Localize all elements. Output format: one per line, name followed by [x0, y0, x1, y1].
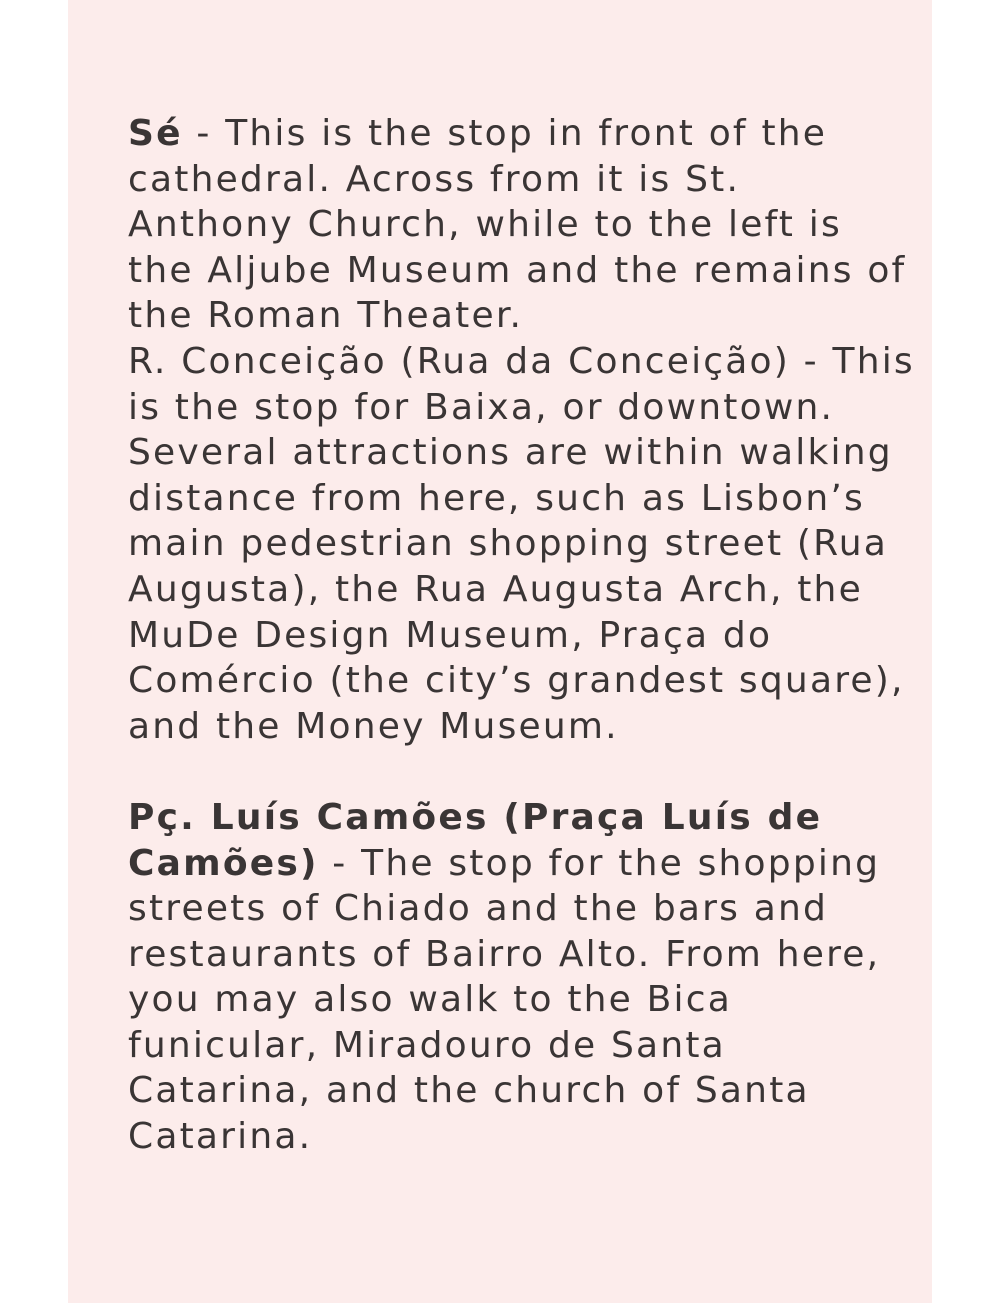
stop-title: Sé — [128, 113, 183, 154]
stops-text — [128, 111, 918, 1160]
stop-description: - This is the stop for Baixa, or downtown. Several attractions are within walking distance from here, such as Lisbon’s main pedestrian shopping street (Rua Augusta), the Rua Augusta Arch, the MuDe Design Museum, Praça do Comércio (the city’s grandest square), and the Money Museum. — [128, 340, 915, 747]
stop-title: R. Conceição (Rua da Conceição) — [128, 340, 791, 382]
stop-title: Pç. Luís Camões (Praça Luís de Camões) — [128, 796, 823, 884]
page — [68, 0, 932, 1303]
paragraph-gap — [128, 749, 918, 795]
stop-entry-conceicao — [128, 339, 918, 749]
stop-description: - The stop for the shopping streets of Chiado and the bars and restaurants of Bairro Alto. From here, you may also walk to the Bica funicular, Miradouro de Santa Catarina, and the church of Santa Catarina. — [128, 842, 881, 1158]
stop-entry-camoes — [128, 795, 918, 1160]
stop-entry-se — [128, 111, 918, 339]
stop-description: - This is the stop in front of the cathedral. Across from it is St. Anthony Church, while to the left is the Aljube Museum and the remains of the Roman Theater. — [128, 113, 907, 337]
